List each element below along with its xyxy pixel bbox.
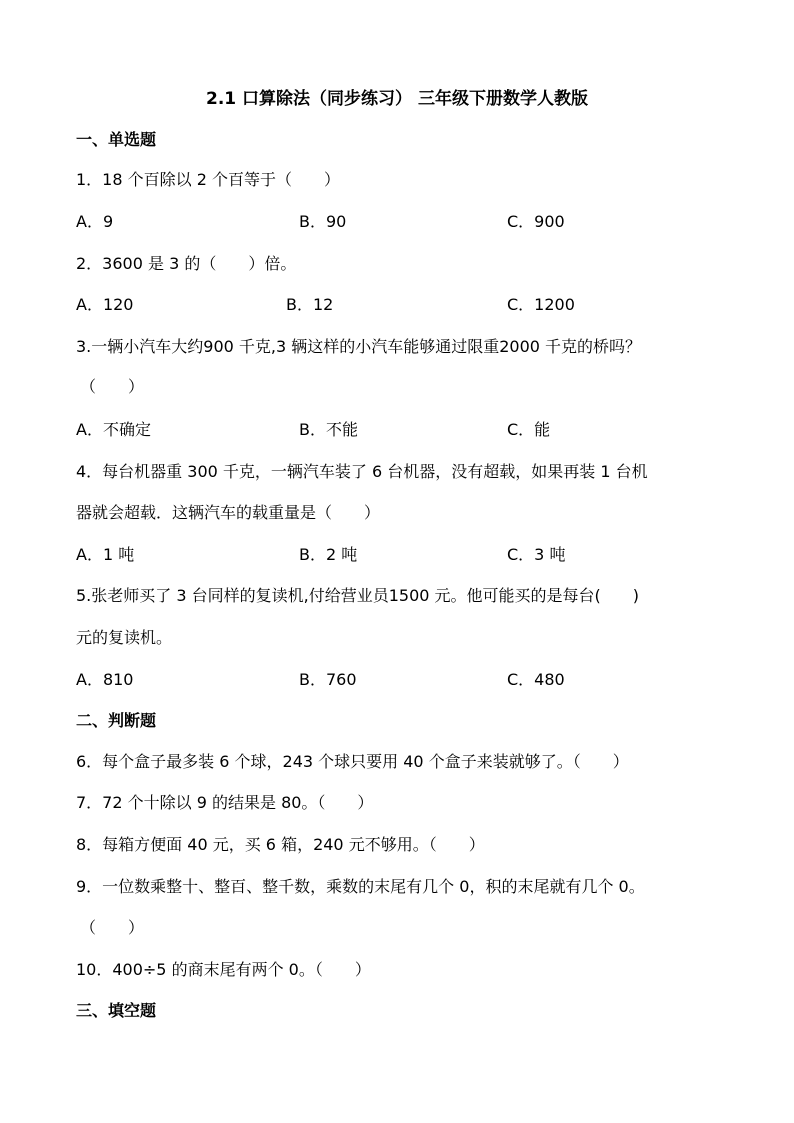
section-heading-fill-blank: 三、填空题 (76, 1001, 157, 1020)
question-5-option-a: A．810 (76, 670, 134, 689)
question-3-option-a: A．不确定 (76, 420, 151, 439)
section-heading-single-choice: 一、单选题 (76, 130, 157, 149)
question-8: 8．每箱方便面 40 元，买 6 箱，240 元不够用。（ ） (76, 835, 485, 854)
question-3-blank: （ ） (80, 377, 145, 396)
question-4: 4．每台机器重 300 千克，一辆汽车装了 6 台机器，没有超载，如果再装 1 台机 (76, 462, 648, 481)
question-3-option-c: C．能 (507, 420, 551, 439)
question-9-blank: （ ） (80, 918, 145, 937)
question-5-option-b: B．760 (299, 670, 357, 689)
question-2-option-c: C．1200 (507, 295, 575, 314)
question-4-cont: 器就会超载．这辆汽车的载重量是（ ） (76, 503, 381, 522)
question-2-option-b: B．12 (286, 295, 334, 314)
question-5-option-c: C．480 (507, 670, 565, 689)
question-2: 2．3600 是 3 的（ ）倍。 (76, 254, 297, 273)
question-2-option-a: A．120 (76, 295, 134, 314)
question-6: 6．每个盒子最多装 6 个球，243 个球只要用 40 个盒子来装就够了。（ ） (76, 752, 629, 771)
page-title: 2.1 口算除法（同步练习） 三年级下册数学人教版 (206, 89, 588, 109)
question-7: 7．72 个十除以 9 的结果是 80。（ ） (76, 793, 374, 812)
question-1-option-c: C．900 (507, 212, 565, 231)
question-4-option-b: B．2 吨 (299, 545, 358, 564)
question-10: 10．400÷5 的商末尾有两个 0。（ ） (76, 960, 371, 979)
section-heading-true-false: 二、判断题 (76, 711, 157, 730)
question-1-option-a: A．9 (76, 212, 114, 231)
question-3-option-b: B．不能 (299, 420, 358, 439)
question-1: 1．18 个百除以 2 个百等于（ ） (76, 170, 340, 189)
question-1-option-b: B．90 (299, 212, 347, 231)
question-5-cont: 元的复读机。 (76, 628, 173, 647)
question-4-option-c: C．3 吨 (507, 545, 566, 564)
question-5: 5.张老师买了 3 台同样的复读机,付给营业员1500 元。他可能买的是每台( ) (76, 586, 639, 605)
question-4-option-a: A．1 吨 (76, 545, 135, 564)
question-3: 3.一辆小汽车大约900 千克,3 辆这样的小汽车能够通过限重2000 千克的桥吗？ (76, 337, 642, 356)
question-9: 9．一位数乘整十、整百、整千数，乘数的末尾有几个 0，积的末尾就有几个 0。 (76, 877, 645, 896)
